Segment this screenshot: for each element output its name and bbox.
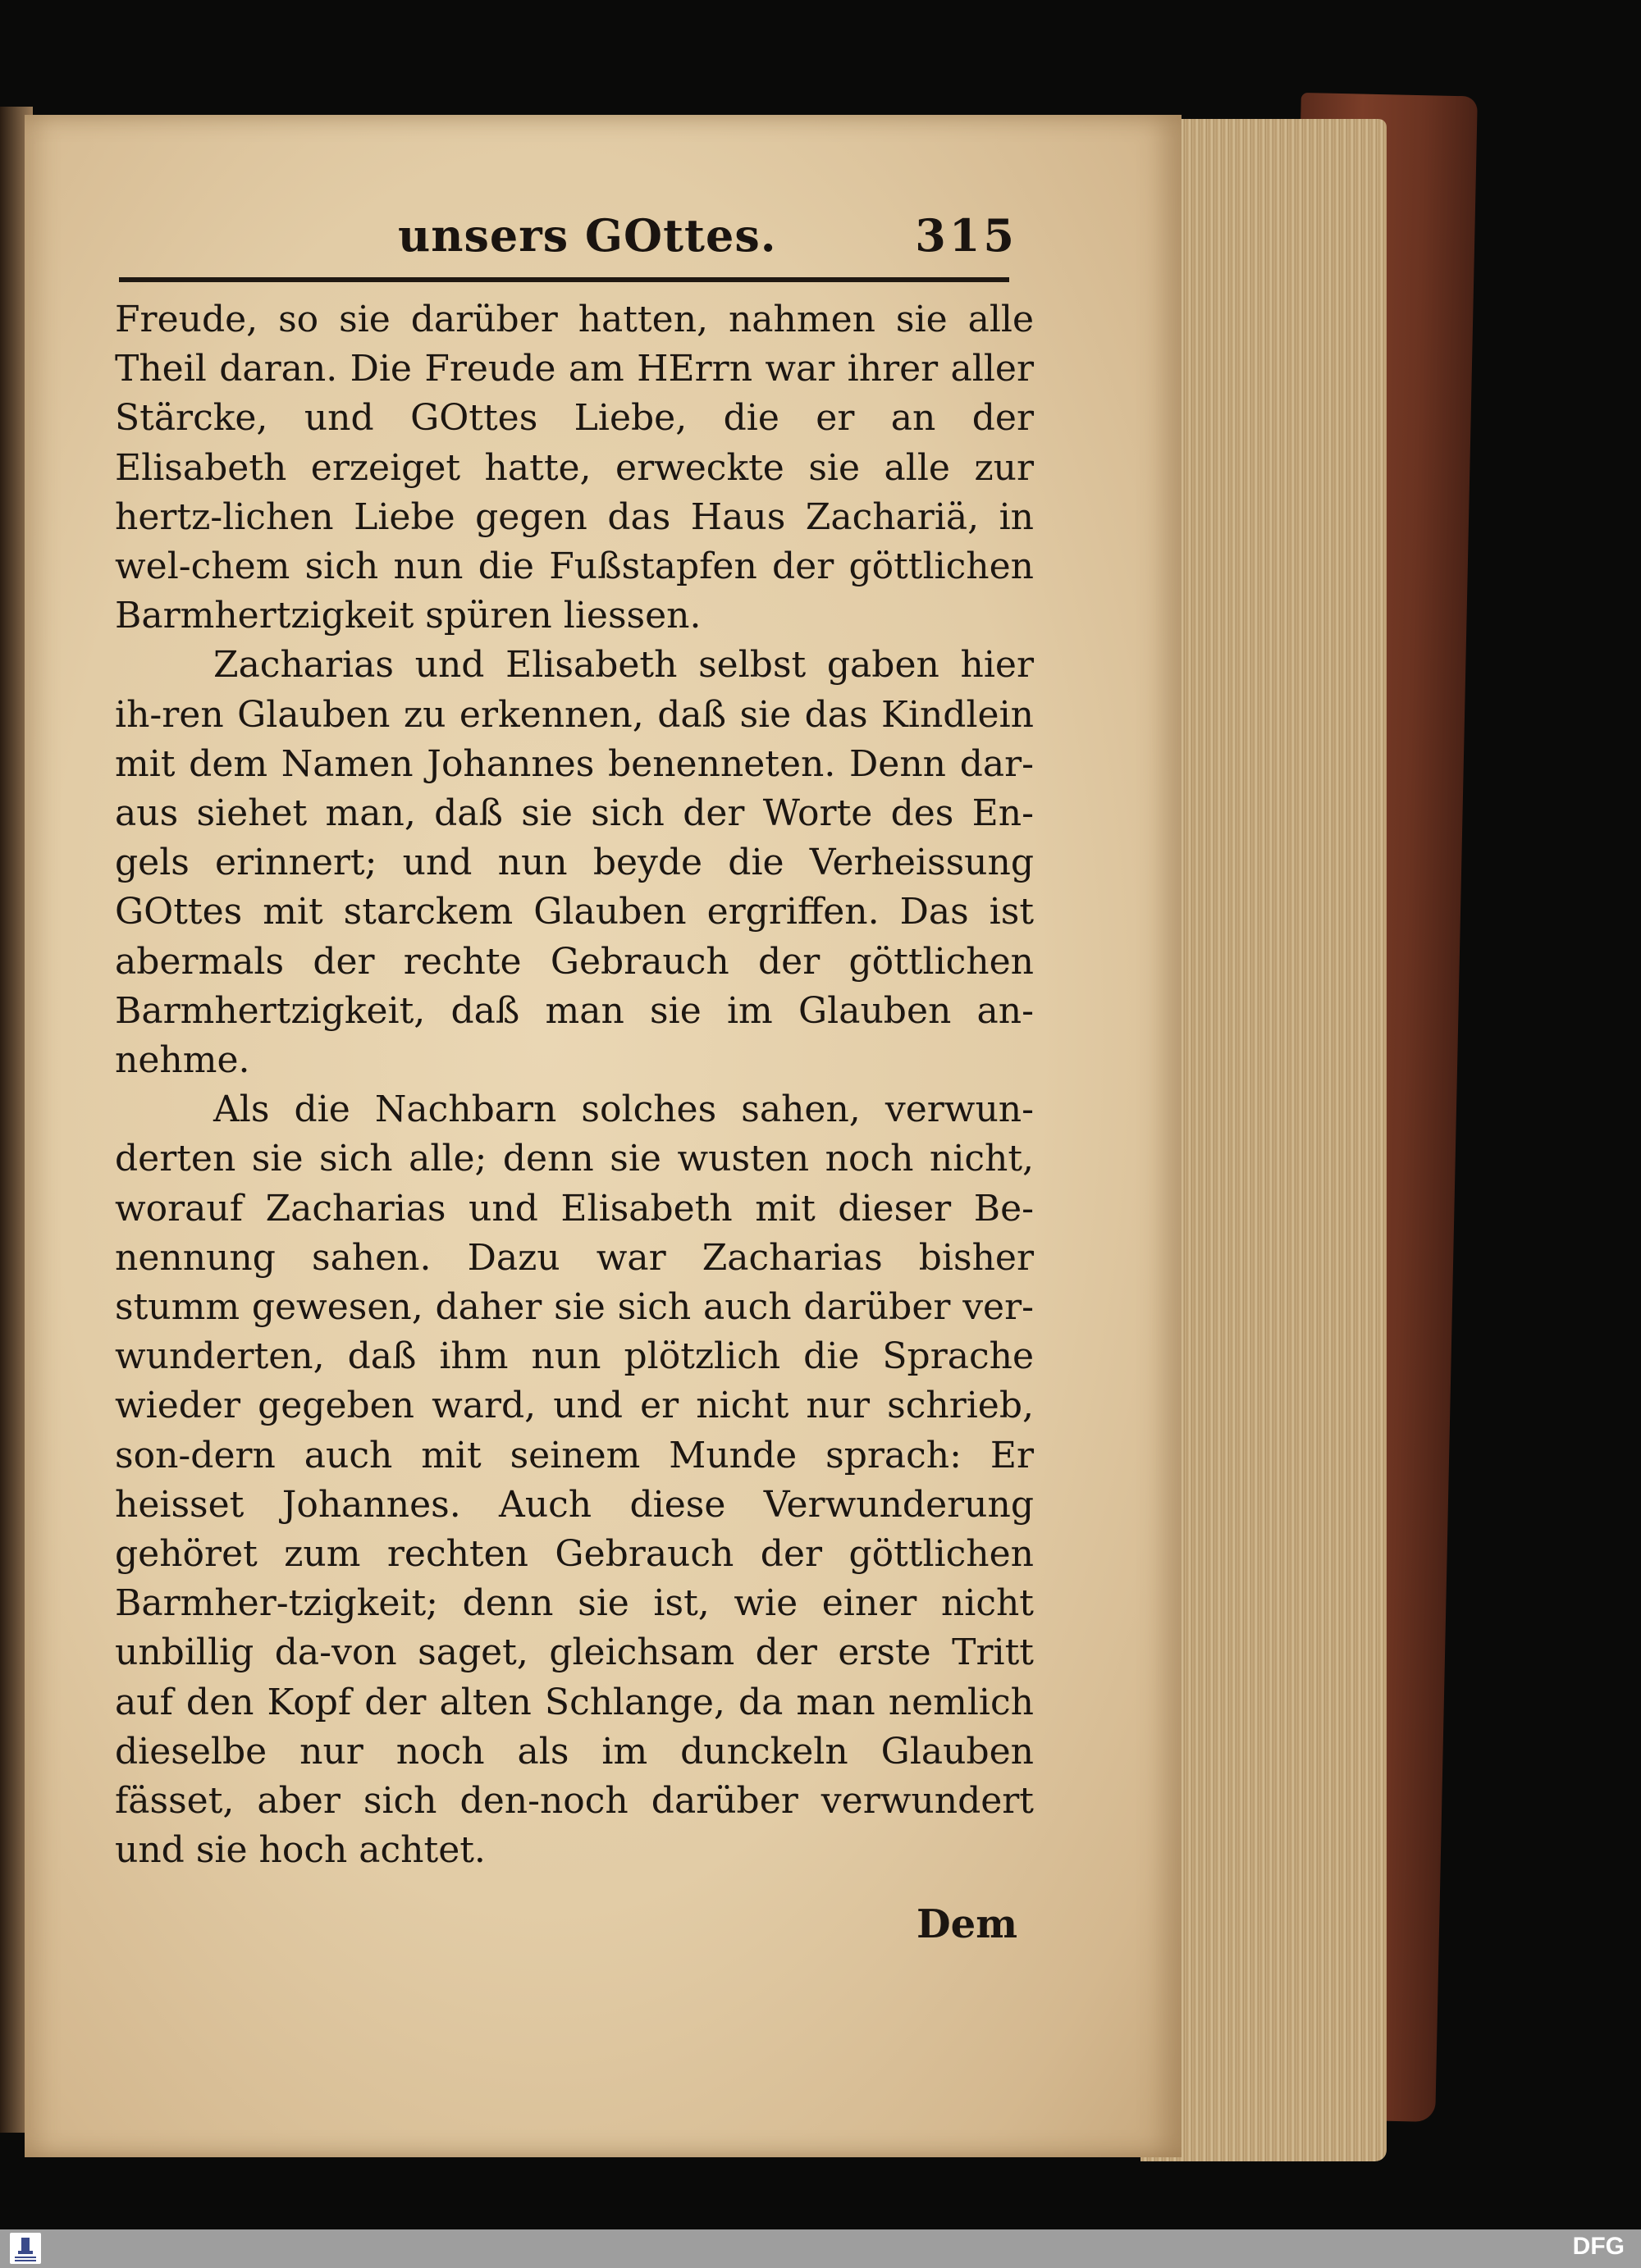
- library-logo-icon: [10, 2233, 41, 2264]
- paragraph-3: Als die Nachbarn solches sahen, verwun-derten sie sich alle; denn sie wusten noch nicht, worauf Zacharias und Elisabeth mit dieser Be-nennung sahen. Dazu war Zacharias bisher stumm gewesen, daher sie sich auch darüber ver-wunderten, daß ihm nun plötzlich die Sprache wieder gegeben ward, und er nicht nur schrieb, son-dern auch mit seinem Munde sprach: Er heisset Johannes. Auch diese Verwunderung gehöret zum rechten Gebrauch der göttlichen Barmher-tzigkeit; denn sie ist, wie einer nicht unbillig da-von saget, gleichsam der erste Tritt auf den Kopf der alten Schlange, da man nemlich dieselbe nur noch als im dunckeln Glauben fässet, aber sich den-noch darüber verwundert und sie hoch achtet.: [115, 1088, 1034, 1872]
- body-text: [115, 295, 1034, 1876]
- dfg-mark: DFG: [1572, 2233, 1625, 2260]
- catchword: Dem: [916, 1901, 1017, 1947]
- paragraph-2: Zacharias und Elisabeth selbst gaben hier ih-ren Glauben zu erkennen, daß sie das Kindlein mit dem Namen Johannes benenneten. Denn dar-aus siehet man, daß sie sich der Worte des En-gels erinnert; und nun beyde die Verheissung GOttes mit starckem Glauben ergriffen. Das ist abermals der rechte Gebrauch der göttlichen Barmhertzigkeit, daß man sie im Glauben an-nehme.: [115, 644, 1034, 1082]
- page-number: 315: [915, 209, 1017, 262]
- page-header: [115, 209, 1017, 267]
- running-head: unsers GOttes.: [398, 209, 777, 262]
- header-rule: [119, 277, 1009, 282]
- footer-bar: [0, 2229, 1641, 2268]
- paragraph-1: Freude, so sie darüber hatten, nahmen sie alle Theil daran. Die Freude am HErrn war ihrer aller Stärcke, und GOttes Liebe, die er an der Elisabeth erzeiget hatte, erweckte sie alle zur hertz-lichen Liebe gegen das Haus Zachariä, in wel-chem sich nun die Fußstapfen der göttlichen Barmhertzigkeit spüren liessen.: [115, 299, 1034, 637]
